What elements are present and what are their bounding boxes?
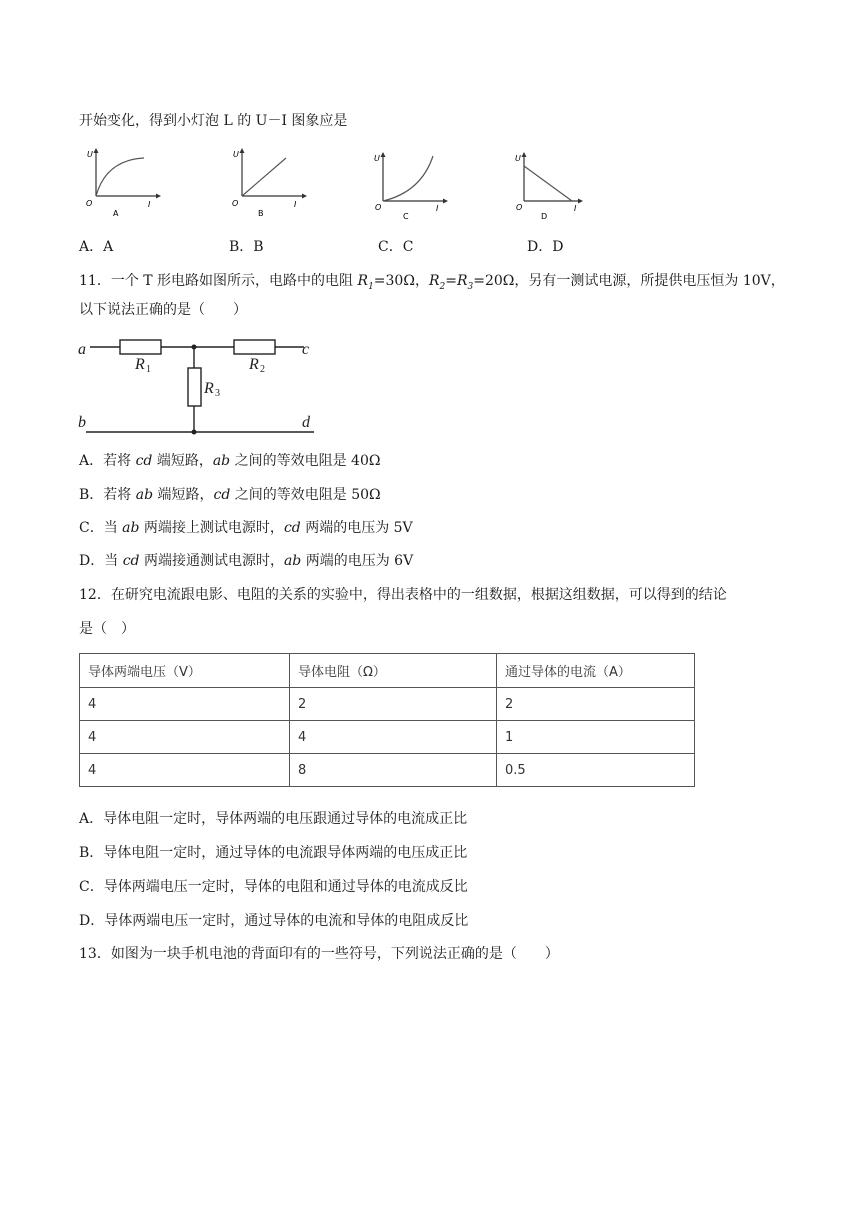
- table-cell: 1: [497, 721, 695, 754]
- q12-option-d[interactable]: D．导体两端电压一定时，通过导体的电流和导体的电阻成反比: [79, 913, 469, 929]
- axis-label-i: I: [148, 200, 151, 209]
- resistor-r1: [120, 340, 161, 354]
- line-linear: [242, 158, 286, 196]
- origin-label: O: [375, 203, 382, 212]
- q10-options: [79, 236, 759, 256]
- origin-label: O: [516, 203, 523, 212]
- table-cell: 4: [80, 754, 290, 787]
- table-cell: 0.5: [497, 754, 695, 787]
- axis-label-u: U: [374, 154, 380, 163]
- curve-concave-down: [96, 158, 144, 196]
- axis-label-u: U: [233, 150, 239, 159]
- terminal-d: d: [302, 414, 310, 431]
- option-b[interactable]: B．B: [229, 239, 264, 255]
- table-cell: 2: [290, 688, 497, 721]
- table-row: [80, 721, 695, 754]
- data-table: [79, 653, 695, 787]
- graph-a: [84, 146, 164, 222]
- q11-option-c[interactable]: C．当 ab 两端接上测试电源时，cd 两端的电压为 5V: [79, 520, 413, 536]
- table-row: [80, 754, 695, 787]
- label-r2: R: [249, 356, 259, 373]
- graph-letter: B: [258, 209, 264, 218]
- axis-label-i: I: [294, 200, 297, 209]
- axis-label-u: U: [87, 150, 93, 159]
- table-header: 通过导体的电流（A）: [497, 654, 695, 688]
- label-r1: R: [135, 356, 145, 373]
- resistor-r2: [234, 340, 275, 354]
- origin-label: O: [86, 199, 93, 208]
- label-r3: R: [204, 380, 214, 397]
- table-cell: 4: [80, 688, 290, 721]
- graph-d: [512, 146, 592, 222]
- label-r1-sub: 1: [146, 364, 151, 375]
- graph-letter: A: [113, 209, 119, 218]
- table-header-row: [80, 654, 695, 688]
- option-d[interactable]: D．D: [527, 239, 564, 255]
- line-decreasing: [524, 166, 572, 201]
- junction-bottom: [192, 430, 197, 435]
- option-c[interactable]: C．C: [378, 239, 414, 255]
- graph-c: [371, 146, 451, 222]
- axis-label-i: I: [436, 204, 439, 213]
- table-cell: 4: [80, 721, 290, 754]
- resistor-r3: [188, 368, 201, 406]
- q13-stem-line1: 13．如图为一块手机电池的背面印有的一些符号，下列说法正确的是（ ）: [79, 946, 559, 962]
- table-header: 导体两端电压（V）: [80, 654, 290, 688]
- graph-letter: D: [541, 212, 548, 221]
- q12-option-a[interactable]: A．导体电阻一定时，导体两端的电压跟通过导体的电流成正比: [79, 811, 468, 827]
- q12-option-c[interactable]: C．导体两端电压一定时，导体的电阻和通过导体的电流成反比: [79, 879, 468, 895]
- table-header: 导体电阻（Ω）: [290, 654, 497, 688]
- junction-top: [192, 345, 197, 350]
- axis-label-i: I: [574, 204, 577, 213]
- axis-label-u: U: [515, 154, 521, 163]
- terminal-b: b: [78, 414, 86, 431]
- label-r3-sub: 3: [215, 388, 220, 399]
- curve-concave-up: [383, 156, 433, 201]
- q12-stem-line1: 12．在研究电流跟电影、电阻的关系的实验中，得出表格中的一组数据，根据这组数据，可以得到的结论: [79, 587, 727, 603]
- terminal-a: a: [78, 341, 86, 358]
- q11-option-a[interactable]: A．若将 cd 端短路，ab 之间的等效电阻是 40Ω: [79, 453, 381, 469]
- t-circuit-diagram: [74, 333, 334, 443]
- q12-stem-line2: 是（ ）: [79, 621, 135, 637]
- graph-b: [230, 146, 310, 222]
- q11-option-b[interactable]: B．若将 ab 端短路，cd 之间的等效电阻是 50Ω: [79, 487, 381, 503]
- table-cell: 2: [497, 688, 695, 721]
- terminal-c: c: [302, 341, 310, 358]
- origin-label: O: [232, 199, 239, 208]
- option-a[interactable]: A．A: [79, 239, 114, 255]
- q11-stem-line2: 以下说法正确的是（ ）: [79, 302, 247, 318]
- table-cell: 4: [290, 721, 497, 754]
- question-text-intro: 开始变化，得到小灯泡 L 的 U－I 图象应是: [79, 113, 348, 129]
- graph-letter: C: [403, 212, 409, 221]
- table-cell: 8: [290, 754, 497, 787]
- table-row: [80, 688, 695, 721]
- q12-option-b[interactable]: B．导体电阻一定时，通过导体的电流跟导体两端的电压成正比: [79, 845, 468, 861]
- q11-option-d[interactable]: D．当 cd 两端接通测试电源时，ab 两端的电压为 6V: [79, 553, 414, 569]
- label-r2-sub: 2: [260, 364, 265, 375]
- q11-stem-line1: 11．一个 T 形电路如图所示，电路中的电阻 $R_1=30\Omega$，$R_2=R_3=20\Omega$，另有一测试电源，所提供电压恒为 10V，: [79, 273, 785, 292]
